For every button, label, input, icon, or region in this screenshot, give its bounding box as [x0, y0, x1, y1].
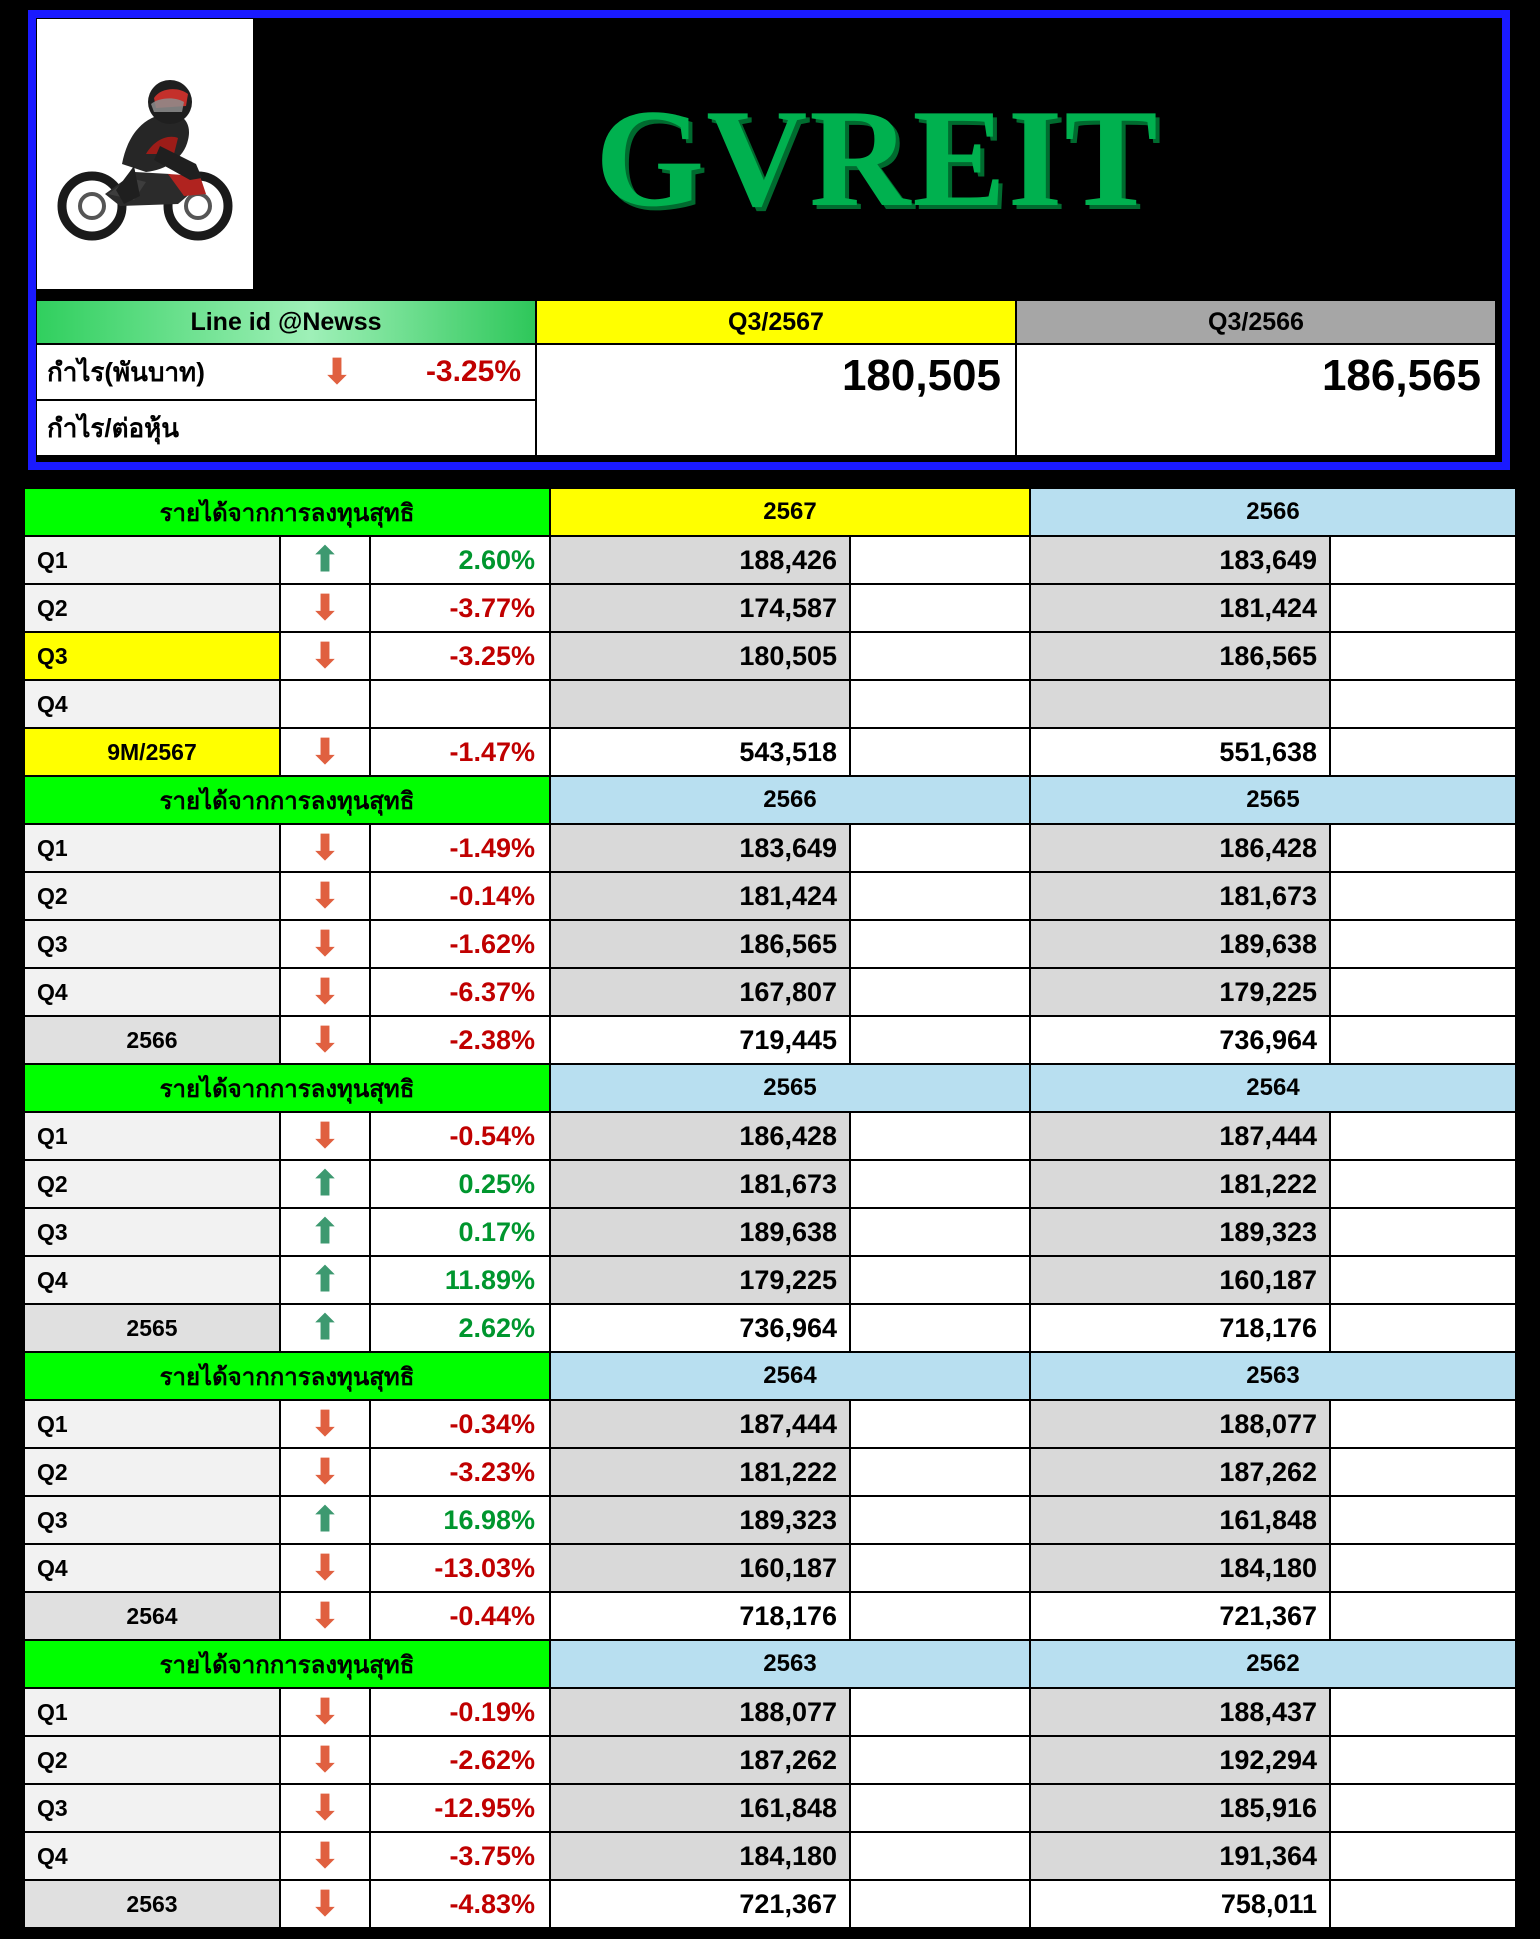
- row-value-col1: 718,176: [550, 1592, 850, 1640]
- header-body: [36, 344, 1502, 456]
- row-spacer-col2: [1330, 1736, 1516, 1784]
- table-row: [24, 728, 1516, 776]
- row-spacer-col2: [1330, 1448, 1516, 1496]
- row-spacer-col2: [1330, 584, 1516, 632]
- arrow-up-icon: ⬆: [280, 1160, 370, 1208]
- row-label: Q4: [24, 1544, 280, 1592]
- arrow-down-icon: ⬇: [280, 1736, 370, 1784]
- table-row: [24, 584, 1516, 632]
- arrow-down-icon: ⬇: [280, 1400, 370, 1448]
- row-spacer-col2: [1330, 536, 1516, 584]
- row-value-col1: 189,323: [550, 1496, 850, 1544]
- row-label: Q2: [24, 872, 280, 920]
- row-label: Q4: [24, 1256, 280, 1304]
- header-metric-row-eps: [36, 400, 536, 456]
- row-change-pct: 2.60%: [370, 536, 550, 584]
- row-change-pct: -3.75%: [370, 1832, 550, 1880]
- row-spacer-col2: [1330, 728, 1516, 776]
- row-change-pct: 16.98%: [370, 1496, 550, 1544]
- row-change-pct: -0.14%: [370, 872, 550, 920]
- row-value-col1: 174,587: [550, 584, 850, 632]
- header-value-col1-text: 180,505: [841, 351, 1001, 400]
- arrow-down-icon: ⬇: [280, 632, 370, 680]
- row-spacer-col2: [1330, 1160, 1516, 1208]
- line-id-label: Line id @Newss: [36, 300, 536, 344]
- table-row: [24, 680, 1516, 728]
- row-label: Q3: [24, 632, 280, 680]
- header-col2-label: Q3/2566: [1016, 300, 1496, 344]
- row-value-col1: 187,444: [550, 1400, 850, 1448]
- page-title: GVREIT: [595, 81, 1160, 236]
- row-spacer-col1: [850, 680, 1030, 728]
- row-value-col2: 181,222: [1030, 1160, 1330, 1208]
- row-value-col2: 161,848: [1030, 1496, 1330, 1544]
- row-spacer-col2: [1330, 872, 1516, 920]
- table-row: [24, 1256, 1516, 1304]
- table-row: [24, 1784, 1516, 1832]
- row-value-col1: 188,426: [550, 536, 850, 584]
- motorcycle-rider-photo: [50, 54, 240, 254]
- row-spacer-col1: [850, 536, 1030, 584]
- header-top: [36, 18, 1502, 300]
- row-label: Q3: [24, 1208, 280, 1256]
- arrow-up-icon: ⬆: [280, 1496, 370, 1544]
- section-header-row: [24, 1064, 1516, 1112]
- row-change-pct: -2.38%: [370, 1016, 550, 1064]
- table-row: [24, 1208, 1516, 1256]
- logo-box: [37, 19, 253, 289]
- section-year-col2: 2563: [1030, 1352, 1516, 1400]
- arrow-down-icon: ⬇: [280, 824, 370, 872]
- arrow-down-icon: ⬇: [280, 584, 370, 632]
- row-spacer-col1: [850, 1544, 1030, 1592]
- row-label: 2563: [24, 1880, 280, 1928]
- row-spacer-col1: [850, 1112, 1030, 1160]
- row-spacer-col2: [1330, 1016, 1516, 1064]
- arrow-down-icon: ⬇: [280, 1448, 370, 1496]
- row-label: Q3: [24, 1784, 280, 1832]
- row-value-col1: 181,222: [550, 1448, 850, 1496]
- table-row: [24, 1016, 1516, 1064]
- table-row: [24, 1400, 1516, 1448]
- row-value-col1: 181,673: [550, 1160, 850, 1208]
- arrow-down-icon: ⬇: [280, 1112, 370, 1160]
- section-year-col1: 2567: [550, 488, 1030, 536]
- header-value-col2-text: 186,565: [1321, 351, 1481, 400]
- row-spacer-col1: [850, 824, 1030, 872]
- row-value-col2: 736,964: [1030, 1016, 1330, 1064]
- row-spacer-col1: [850, 1784, 1030, 1832]
- row-label: 2566: [24, 1016, 280, 1064]
- row-change-pct: -3.25%: [370, 632, 550, 680]
- header-column-labels: [36, 300, 1502, 344]
- row-label: Q1: [24, 536, 280, 584]
- row-spacer-col2: [1330, 1880, 1516, 1928]
- row-spacer-col1: [850, 1496, 1030, 1544]
- row-value-col1: 181,424: [550, 872, 850, 920]
- row-spacer-col1: [850, 1160, 1030, 1208]
- arrow-up-icon: ⬆: [280, 1256, 370, 1304]
- table-row: [24, 1544, 1516, 1592]
- row-value-col1: 721,367: [550, 1880, 850, 1928]
- table-row: [24, 824, 1516, 872]
- brand-title-wrap: [253, 18, 1502, 300]
- row-spacer-col1: [850, 1832, 1030, 1880]
- section-title: รายได้จากการลงทุนสุทธิ: [24, 1352, 550, 1400]
- arrow-down-icon: ⬇: [280, 1016, 370, 1064]
- table-row: [24, 1880, 1516, 1928]
- row-spacer-col2: [1330, 1544, 1516, 1592]
- table-row: [24, 968, 1516, 1016]
- row-label: Q3: [24, 1496, 280, 1544]
- table-row: [24, 1736, 1516, 1784]
- row-value-col2: 189,638: [1030, 920, 1330, 968]
- header-change-pct: -3.25%: [425, 355, 521, 388]
- arrow-down-icon: ⬇: [280, 872, 370, 920]
- arrow-up-icon: ⬆: [280, 1208, 370, 1256]
- row-label: Q2: [24, 584, 280, 632]
- row-value-col1: [550, 680, 850, 728]
- row-spacer-col1: [850, 1016, 1030, 1064]
- arrow-down-icon: ⬇: [280, 728, 370, 776]
- row-label: 2565: [24, 1304, 280, 1352]
- row-value-col1: 184,180: [550, 1832, 850, 1880]
- row-spacer-col2: [1330, 1256, 1516, 1304]
- row-value-col1: 736,964: [550, 1304, 850, 1352]
- arrow-down-icon: ⬇: [280, 1784, 370, 1832]
- arrow-down-icon: ⬇: [280, 1592, 370, 1640]
- row-change-pct: 0.17%: [370, 1208, 550, 1256]
- row-change-pct: -0.34%: [370, 1400, 550, 1448]
- header-left-col: [36, 344, 536, 456]
- row-change-pct: -4.83%: [370, 1880, 550, 1928]
- row-spacer-col1: [850, 968, 1030, 1016]
- section-year-col2: 2562: [1030, 1640, 1516, 1688]
- table-row: [24, 1592, 1516, 1640]
- row-value-col2: 192,294: [1030, 1736, 1330, 1784]
- row-spacer-col1: [850, 584, 1030, 632]
- section-year-col2: 2566: [1030, 488, 1516, 536]
- row-spacer-col1: [850, 1304, 1030, 1352]
- section-year-col1: 2564: [550, 1352, 1030, 1400]
- row-value-col2: 184,180: [1030, 1544, 1330, 1592]
- row-value-col2: 186,428: [1030, 824, 1330, 872]
- row-label: Q4: [24, 968, 280, 1016]
- row-spacer-col2: [1330, 1400, 1516, 1448]
- row-label: Q3: [24, 920, 280, 968]
- row-value-col1: 188,077: [550, 1688, 850, 1736]
- row-change-pct: [370, 680, 550, 728]
- row-spacer-col2: [1330, 1496, 1516, 1544]
- row-change-pct: -0.54%: [370, 1112, 550, 1160]
- header-col1-label: Q3/2567: [536, 300, 1016, 344]
- row-spacer-col1: [850, 920, 1030, 968]
- table-row: [24, 1304, 1516, 1352]
- row-spacer-col1: [850, 1880, 1030, 1928]
- arrow-down-icon: ⬇: [280, 920, 370, 968]
- header-metric-row: [36, 344, 536, 400]
- row-value-col2: 189,323: [1030, 1208, 1330, 1256]
- row-value-col1: 183,649: [550, 824, 850, 872]
- row-label: Q1: [24, 1400, 280, 1448]
- row-value-col2: 191,364: [1030, 1832, 1330, 1880]
- row-value-col1: 180,505: [550, 632, 850, 680]
- row-value-col2: 188,077: [1030, 1400, 1330, 1448]
- section-year-col1: 2566: [550, 776, 1030, 824]
- section-header-row: [24, 776, 1516, 824]
- row-value-col2: 160,187: [1030, 1256, 1330, 1304]
- table-row: [24, 1112, 1516, 1160]
- header-value-col2: [1016, 344, 1496, 456]
- row-label: Q2: [24, 1448, 280, 1496]
- table-row: [24, 1160, 1516, 1208]
- row-spacer-col2: [1330, 680, 1516, 728]
- section-title: รายได้จากการลงทุนสุทธิ: [24, 1064, 550, 1112]
- row-spacer-col1: [850, 1688, 1030, 1736]
- arrow-down-icon: ⬇: [280, 1832, 370, 1880]
- header-arrow-down-icon: ⬇: [322, 353, 352, 391]
- row-label: Q4: [24, 680, 280, 728]
- section-header-row: [24, 1352, 1516, 1400]
- row-change-pct: -0.44%: [370, 1592, 550, 1640]
- row-spacer-col1: [850, 872, 1030, 920]
- section-year-col1: 2565: [550, 1064, 1030, 1112]
- table-row: [24, 1448, 1516, 1496]
- row-spacer-col2: [1330, 1832, 1516, 1880]
- row-value-col1: 167,807: [550, 968, 850, 1016]
- row-spacer-col1: [850, 1400, 1030, 1448]
- row-label: 9M/2567: [24, 728, 280, 776]
- row-spacer-col1: [850, 1736, 1030, 1784]
- row-value-col2: 181,673: [1030, 872, 1330, 920]
- arrow-placeholder: [280, 680, 370, 728]
- row-spacer-col2: [1330, 1208, 1516, 1256]
- row-spacer-col2: [1330, 824, 1516, 872]
- row-change-pct: -1.49%: [370, 824, 550, 872]
- row-label: Q1: [24, 1688, 280, 1736]
- row-spacer-col2: [1330, 1304, 1516, 1352]
- header-metric-label-profit: กำไร(พันบาท): [47, 356, 205, 387]
- row-value-col1: 719,445: [550, 1016, 850, 1064]
- row-value-col1: 543,518: [550, 728, 850, 776]
- row-value-col2: 188,437: [1030, 1688, 1330, 1736]
- row-spacer-col1: [850, 1208, 1030, 1256]
- row-value-col1: 186,428: [550, 1112, 850, 1160]
- row-value-col2: 181,424: [1030, 584, 1330, 632]
- row-change-pct: -6.37%: [370, 968, 550, 1016]
- table-row: [24, 872, 1516, 920]
- row-value-col2: 187,262: [1030, 1448, 1330, 1496]
- section-header-row: [24, 488, 1516, 536]
- table-row: [24, 1688, 1516, 1736]
- row-spacer-col1: [850, 728, 1030, 776]
- row-value-col2: [1030, 680, 1330, 728]
- table-row: [24, 1496, 1516, 1544]
- section-title: รายได้จากการลงทุนสุทธิ: [24, 1640, 550, 1688]
- row-label: Q1: [24, 824, 280, 872]
- row-label: Q2: [24, 1736, 280, 1784]
- arrow-down-icon: ⬇: [280, 1880, 370, 1928]
- row-spacer-col2: [1330, 1784, 1516, 1832]
- row-change-pct: -2.62%: [370, 1736, 550, 1784]
- section-year-col2: 2565: [1030, 776, 1516, 824]
- row-value-col2: 185,916: [1030, 1784, 1330, 1832]
- row-change-pct: 11.89%: [370, 1256, 550, 1304]
- section-title: รายได้จากการลงทุนสุทธิ: [24, 776, 550, 824]
- row-value-col2: 186,565: [1030, 632, 1330, 680]
- row-change-pct: -1.47%: [370, 728, 550, 776]
- row-spacer-col1: [850, 632, 1030, 680]
- row-change-pct: -3.77%: [370, 584, 550, 632]
- row-spacer-col2: [1330, 920, 1516, 968]
- arrow-down-icon: ⬇: [280, 1688, 370, 1736]
- row-spacer-col1: [850, 1592, 1030, 1640]
- row-spacer-col1: [850, 1448, 1030, 1496]
- row-change-pct: 2.62%: [370, 1304, 550, 1352]
- row-label: Q4: [24, 1832, 280, 1880]
- table-row: [24, 536, 1516, 584]
- arrow-up-icon: ⬆: [280, 1304, 370, 1352]
- row-spacer-col1: [850, 1256, 1030, 1304]
- row-spacer-col2: [1330, 968, 1516, 1016]
- row-value-col2: 718,176: [1030, 1304, 1330, 1352]
- row-change-pct: -0.19%: [370, 1688, 550, 1736]
- row-change-pct: -3.23%: [370, 1448, 550, 1496]
- header-value-col1: [536, 344, 1016, 456]
- table-row: [24, 920, 1516, 968]
- row-spacer-col2: [1330, 1112, 1516, 1160]
- row-label: Q1: [24, 1112, 280, 1160]
- row-value-col2: 551,638: [1030, 728, 1330, 776]
- header-panel: [28, 10, 1510, 470]
- section-title: รายได้จากการลงทุนสุทธิ: [24, 488, 550, 536]
- row-value-col2: 183,649: [1030, 536, 1330, 584]
- row-value-col1: 186,565: [550, 920, 850, 968]
- row-spacer-col2: [1330, 632, 1516, 680]
- row-value-col2: 179,225: [1030, 968, 1330, 1016]
- arrow-down-icon: ⬇: [280, 968, 370, 1016]
- row-change-pct: -13.03%: [370, 1544, 550, 1592]
- row-value-col1: 161,848: [550, 1784, 850, 1832]
- row-value-col2: 758,011: [1030, 1880, 1330, 1928]
- table-row: [24, 632, 1516, 680]
- row-spacer-col2: [1330, 1592, 1516, 1640]
- table-row: [24, 1832, 1516, 1880]
- section-year-col2: 2564: [1030, 1064, 1516, 1112]
- row-value-col1: 187,262: [550, 1736, 850, 1784]
- row-value-col1: 160,187: [550, 1544, 850, 1592]
- row-spacer-col2: [1330, 1688, 1516, 1736]
- row-change-pct: -1.62%: [370, 920, 550, 968]
- header-metric-label-eps: กำไร/ต่อหุ้น: [47, 412, 180, 443]
- row-value-col2: 187,444: [1030, 1112, 1330, 1160]
- row-label: 2564: [24, 1592, 280, 1640]
- row-label: Q2: [24, 1160, 280, 1208]
- quarterly-table: [24, 488, 1516, 1928]
- section-header-row: [24, 1640, 1516, 1688]
- row-change-pct: 0.25%: [370, 1160, 550, 1208]
- row-change-pct: -12.95%: [370, 1784, 550, 1832]
- row-value-col1: 189,638: [550, 1208, 850, 1256]
- section-year-col1: 2563: [550, 1640, 1030, 1688]
- row-value-col2: 721,367: [1030, 1592, 1330, 1640]
- arrow-down-icon: ⬇: [280, 1544, 370, 1592]
- row-value-col1: 179,225: [550, 1256, 850, 1304]
- arrow-up-icon: ⬆: [280, 536, 370, 584]
